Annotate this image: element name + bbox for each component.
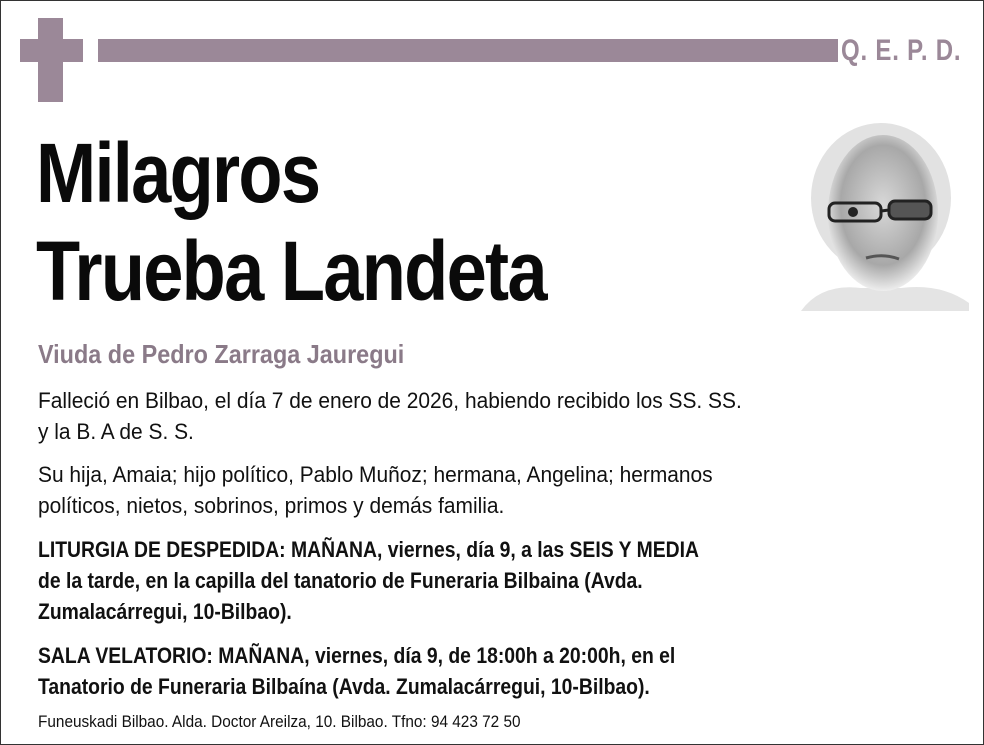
cross-icon-arm [20,39,83,62]
portrait-photo [791,113,969,311]
wake-room-line: SALA VELATORIO: MAÑANA, viernes, día 9, de 18:00h a 20:00h, en el [38,643,676,668]
text-line: y la B. A de S. S. [38,419,194,444]
text-line: políticos, nietos, sobrinos, primos y demás familia. [38,493,505,518]
deceased-last-name: Trueba Landeta [36,224,546,318]
header-bar [98,39,838,62]
funeral-home-footer: Funeuskadi Bilbao. Alda. Doctor Areilza, 10. Bilbao. Tfno: 94 423 72 50 [38,713,521,731]
wake-room-line: Tanatorio de Funeraria Bilbaína (Avda. Zumalacárregui, 10-Bilbao). [38,674,650,699]
deceased-first-name: Milagros [36,126,320,220]
widow-of: Viuda de Pedro Zarraga Jauregui [38,339,405,369]
qepd-label: Q. E. P. D. [841,34,962,67]
liturgy-line: de la tarde, en la capilla del tanatorio de Funeraria Bilbaina (Avda. [38,568,643,593]
text-line: Falleció en Bilbao, el día 7 de enero de 2026, habiendo recibido los SS. SS. [38,388,742,413]
liturgy-line: LITURGIA DE DESPEDIDA: MAÑANA, viernes, día 9, a las SEIS Y MEDIA [38,537,699,562]
liturgy-line: Zumalacárregui, 10-Bilbao). [38,599,292,624]
text-line: Su hija, Amaia; hijo político, Pablo Muñoz; hermana, Angelina; hermanos [38,462,713,487]
